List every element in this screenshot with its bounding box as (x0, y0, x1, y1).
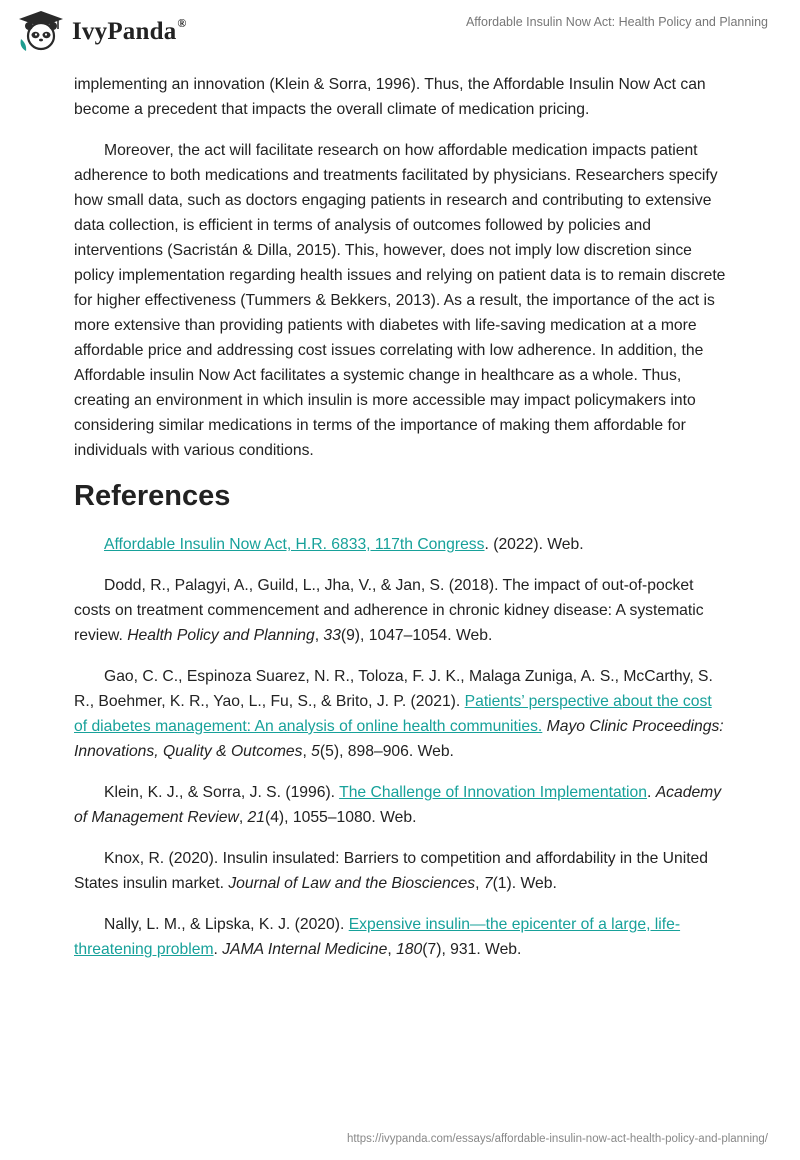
registered-mark: ® (177, 15, 187, 30)
page-header (0, 0, 800, 64)
journal-title: Journal of Law and the Biosciences (228, 875, 476, 892)
separator: , (314, 627, 324, 644)
references-heading: References (74, 480, 231, 512)
reference-text: (4), 1055–1080. Web. (264, 809, 417, 826)
volume-number: 33 (323, 627, 341, 644)
volume-number: 7 (483, 875, 493, 892)
reference-link[interactable]: Expensive insulin—the epicenter of a large, life-threatening problem (74, 916, 681, 958)
separator: . (213, 941, 223, 958)
reference-item (74, 780, 726, 830)
volume-number: 180 (396, 941, 423, 958)
logo-wordmark: IvyPanda (72, 17, 177, 45)
separator: . (646, 784, 656, 801)
reference-text: Knox, R. (2020). Insulin insulated: Barriers to competition and affordability in the United States insulin market. (74, 850, 709, 892)
reference-text: Nally, L. M., & Lipska, K. J. (2020). (104, 916, 349, 933)
reference-item (74, 532, 726, 557)
reference-link[interactable]: Patients’ perspective about the cost of diabetes management: An analysis of online health communities. (74, 693, 712, 735)
essay-content (74, 72, 726, 978)
reference-text: (5), 898–906. Web. (319, 743, 454, 760)
journal-title: Academy of Management Review (74, 784, 722, 826)
reference-link[interactable]: Affordable Insulin Now Act, H.R. 6833, 117th Congress (104, 536, 485, 553)
reference-text: (1). Web. (492, 875, 557, 892)
document-title: Affordable Insulin Now Act: Health Policy and Planning (465, 15, 768, 29)
reference-text: Gao, C. C., Espinoza Suarez, N. R., Toloza, F. J. K., Malaga Zuniga, A. S., McCarthy, S. R., Boehmer, K. R., Yao, L., Fu, S., & Brito, J. P. (2021). (74, 668, 713, 710)
reference-text: . (2022). Web. (484, 536, 584, 553)
reference-item (74, 664, 726, 764)
reference-text: (9), 1047–1054. Web. (340, 627, 493, 644)
reference-item (74, 846, 726, 896)
journal-title: JAMA Internal Medicine (222, 941, 388, 958)
body-paragraph: Moreover, the act will facilitate research on how affordable medication impacts patient adherence to both medications and treatments facilitated by physicians. Researchers specify how small data, such as doctors engaging patients in research and contributing to extensive data collection, is efficient in terms of analysis of outcomes followed by policies and interventions (Sacristán & Dilla, 2015). This, however, does not imply low discretion since policy implementation regarding health issues and relying on patient data is to remain discrete for higher effectiveness (Tummers & Bekkers, 2013). As a result, the importance of the act is more extensive than providing patients with diabetes with life-saving medication at a more affordable price and addressing cost issues correlating with low adherence. In addition, the Affordable insulin Now Act facilitates a systemic change in healthcare as a whole. Thus, creating an environment in which insulin is more accessible may impact policymakers into considering similar medications in terms of the importance of making them affordable for individuals with various conditions. (74, 142, 726, 459)
reference-item (74, 573, 726, 648)
reference-text: (7), 931. Web. (422, 941, 522, 958)
body-paragraph: implementing an innovation (Klein & Sorra, 1996). Thus, the Affordable Insulin Now Act can become a precedent that impacts the overall climate of medication pricing. (74, 76, 706, 118)
journal-title: Mayo Clinic Proceedings: Innovations, Quality & Outcomes (74, 718, 724, 760)
reference-text: Klein, K. J., & Sorra, J. S. (1996). (104, 784, 340, 801)
reference-text: Dodd, R., Palagyi, A., Guild, L., Jha, V., & Jan, S. (2018). The impact of out-of-pocket costs on treatment commencement and adherence in chronic kidney disease: A systematic review. (74, 577, 704, 644)
reference-link[interactable]: The Challenge of Innovation Implementation (339, 784, 647, 801)
separator: , (475, 875, 484, 892)
reference-item (74, 912, 726, 962)
ivypanda-logo[interactable] (16, 9, 187, 53)
separator: , (238, 809, 248, 826)
separator: , (387, 941, 397, 958)
panda-graduate-icon (16, 9, 66, 53)
volume-number: 5 (311, 743, 320, 760)
volume-number: 21 (247, 809, 265, 826)
separator: , (302, 743, 312, 760)
source-url[interactable]: https://ivypanda.com/essays/affordable-insulin-now-act-health-policy-and-planning/ (346, 1133, 768, 1145)
journal-title: Health Policy and Planning (127, 627, 315, 644)
